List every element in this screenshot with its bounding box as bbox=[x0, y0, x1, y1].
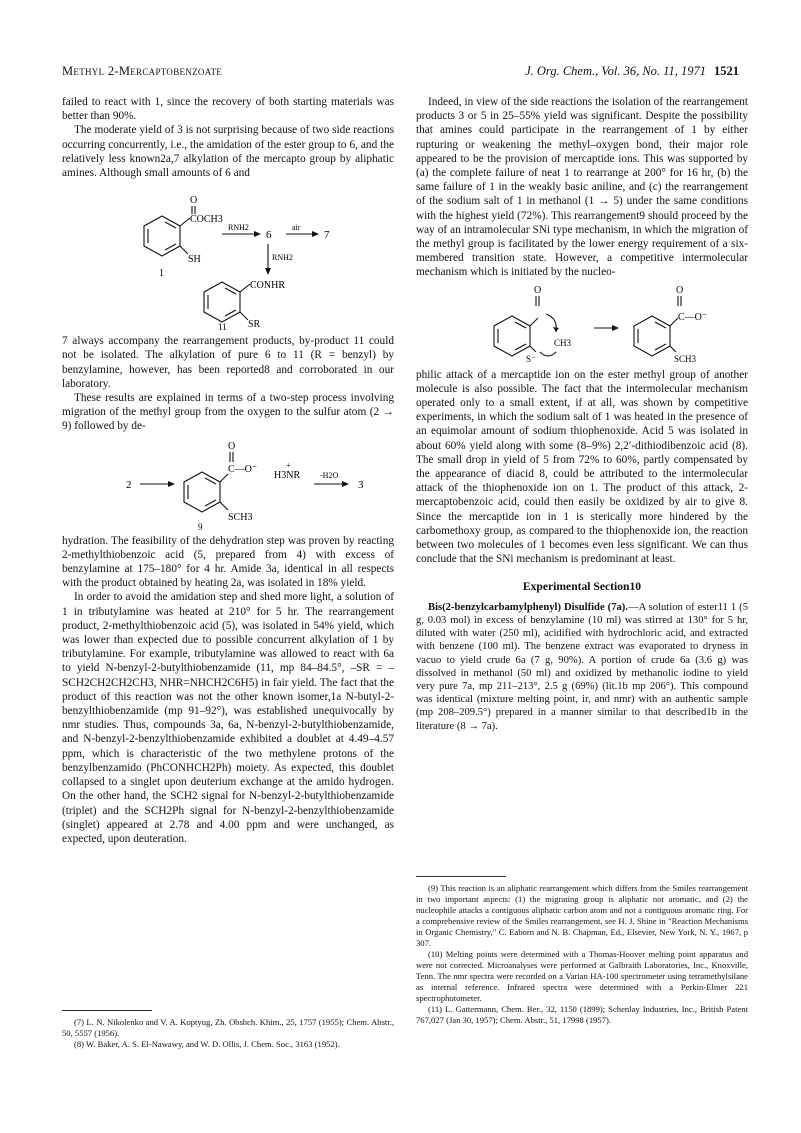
scheme-1-compound-7: 7 bbox=[324, 229, 330, 242]
scheme-2-plus: + bbox=[286, 460, 291, 470]
scheme-2-sch3: SCH3 bbox=[228, 511, 253, 523]
right-footnotes bbox=[416, 866, 748, 1026]
scheme-1-label-11: 11 bbox=[218, 322, 227, 331]
footnote-10: (10) Melting points were determined with a Thomas-Hoover melting point apparatus and were not corrected. Microanalyses were performed at Galbraith Laboratories, Inc., Knoxville, Tenn. The nmr spectra were recorded on a Varian HA-100 spectrometer using tetramethylsilane as internal reference. Infrared spectra were determined with a Perkin-Elmer 221 spectrophotometer. bbox=[416, 949, 748, 1003]
scheme-1-air: air bbox=[292, 223, 301, 233]
reaction-scheme-1 bbox=[62, 184, 394, 330]
journal-citation bbox=[525, 64, 739, 79]
reaction-scheme-2 bbox=[62, 438, 394, 530]
reaction-scheme-3 bbox=[416, 284, 748, 364]
paragraph: In order to avoid the amidation step and shed more light, a solution of 1 in tributylamine was heated at 210° for 5 hr. The rearrangement product, 2-methylthiobenzoic acid (5), was isolated in 54% yield, which was lower than expected due to possible concurrent alkylation of 1 by tributylamine. For example, tributylamine was allowed to react with 6a to yield N-benzyl-2-butylthiobenzamide (11, mp 84–84.5°, –SR = –SCH2CH2CH2CH3, NHR=NHCH2C6H5) in fair yield. The fact that the product of this reaction was not the other known isomer,1a N-butyl-2-benzylthiobenzamide (mp 91–92°), was established unequivocally by nmr studies. Thus, compounds 3a, 6a, N-benzyl-2-butylthiobenzamide, and N-benzyl-2-benzylthiobenzamide exhibited a doublet at 4.49–4.57 ppm, which is characteristic of the two methylene protons of the benzylbenzamido (PhCONHCH2Ph) moiety. As expected, this doublet collapsed to a singlet upon deuterium exchange at the amido hydrogen. On the other hand, the SCH2 signal for N-benzyl-2-butylthiobenzamide (triplet) and the SCH2Ph signal for N-benzyl-2-benzylthiobenzamide (singlet) appeared at 2.78 and 4.00 ppm and were unchanged, as expected, upon deuteration. bbox=[62, 591, 394, 845]
scheme-1-label-1: 1 bbox=[159, 268, 164, 280]
footnote-11: (11) L. Gattermann, Chem. Ber., 32, 1150 (1899); Schenlay Industries, Inc., British Patent 767,027 (Jan 30, 1957); Chem. Abstr., 51, 17998 (1957). bbox=[416, 1004, 748, 1025]
scheme-2-drawing bbox=[62, 438, 394, 530]
scheme-1-cooch3: COCH3 bbox=[190, 214, 223, 226]
paragraph: These results are explained in terms of a two-step process involving migration of the methyl group from the oxygen to the sulfur atom (2 → 9) followed by de- bbox=[62, 392, 394, 433]
scheme-1-compound-6: 6 bbox=[266, 229, 272, 242]
footnote-rule bbox=[416, 876, 506, 877]
left-footnotes bbox=[62, 1000, 394, 1050]
scheme-1-sr: SR bbox=[248, 319, 261, 331]
scheme-2-ammonium: H3NR bbox=[274, 469, 301, 481]
scheme-2-carboxylate: C—O⁻ bbox=[228, 463, 258, 475]
experimental-paragraph bbox=[416, 601, 748, 733]
scheme-2-oxygen: O bbox=[228, 440, 236, 452]
paragraph: failed to react with 1, since the recovery of both starting materials was better than 90%. bbox=[62, 96, 394, 123]
scheme-2-compound-2: 2 bbox=[126, 478, 132, 491]
scheme-1-rnh2-down: RNH2 bbox=[272, 253, 293, 263]
scheme-2-label-9: 9 bbox=[198, 521, 203, 530]
left-column bbox=[62, 95, 394, 846]
running-title: Methyl 2-Mercaptobenzoate bbox=[62, 64, 223, 78]
scheme-1-drawing bbox=[62, 184, 394, 330]
paragraph: Indeed, in view of the side reactions the isolation of the rearrangement products 3 or 5 in 25–55% yield was significant. Despite the possibility that amines could participate in the rearrangement of 1 by either rupturing or weakening the methyl–oxygen bond, their major role appeared to be the provision of mercaptide ions. This was supported by (a) the complete failure of neat 1 to rearrange at 200° for 16 hr, (b) the same failure of 1 in the weakly basic aniline, and (c) the rearrangement of the sodium salt of 1 in methanol (1 → 5) under the same conditions with the highest yield (72%). This rearrangement9 should proceed by the way of an intramolecular SNi type mechanism, in which the migration of the methyl group is facilitated by the lower energy requirement of a six-membered transition state. However, a competitive intermolecular mechanism which is initiated by the nucleo- bbox=[416, 96, 748, 279]
footnote-7: (7) L. N. Nikolenko and V. A. Koptyug, Zh. Obshch. Khim., 25, 1757 (1955); Chem. Abstr., 50, 5557 (1956). bbox=[62, 1017, 394, 1038]
journal-name: J. Org. Chem., Vol. 36, No. 11, 1971 bbox=[525, 64, 706, 78]
scheme-3-sch3: SCH3 bbox=[674, 353, 697, 364]
scheme-2-minus-h2o: -H2O bbox=[320, 470, 339, 480]
paragraph: 7 always accompany the rearrangement products, by-product 11 could not be isolated. The alkylation of pure 6 to 11 (R = benzyl) by benzylamine, however, has been reported8 and corroborated in our laboratory. bbox=[62, 335, 394, 390]
paragraph: hydration. The feasibility of the dehydration step was proven by reacting 2-methylthiobenzoic acid (5, prepared from 4) with excess of benzylamine at 175–180° for 4 hr. Amide 3a, identical in all respects with the product obtained by heating 2a, was isolated in 18% yield. bbox=[62, 534, 394, 590]
footnote-8: (8) W. Baker, A. S. El-Nawawy, and W. D. Ollis, J. Chem. Soc., 3163 (1952). bbox=[74, 1039, 340, 1049]
scheme-3-drawing bbox=[416, 284, 748, 364]
scheme-3-ch3: CH3 bbox=[554, 337, 572, 348]
right-column bbox=[416, 95, 748, 733]
experimental-section-heading: Experimental Section10 bbox=[522, 580, 642, 594]
experimental-compound-title: Bis(2-benzylcarbamylphenyl) Disulfide (7a). bbox=[428, 601, 628, 613]
scheme-2-compound-3: 3 bbox=[358, 478, 364, 491]
scheme-3-oxygen-2: O bbox=[676, 284, 684, 296]
scheme-1-conhr: CONHR bbox=[250, 280, 286, 292]
experimental-text: —A solution of ester11 1 (5 g, 0.03 mol) in excess of benzylamine (10 ml) was stirred at 130° for 5 hr, diluted with water (250 ml), acidified with hydrochloric acid, and extracted with benzene (100 ml). The benzene extract was evaporated to dryness in vacuo to yield crude 6a (7 g, 90%). A portion of crude 6a (3.6 g) was dissolved in methanol (50 ml) and oxidized by methanolic iodine to yield very pure 7a, mp 211–213°, 2.5 g (69%) (lit.1b mp 206°). This compound was identical (mixture melting point, ir, and nmr) with an authentic sample (mp 208–209.5°) prepared in a manner similar to that described1b in the literature (8 → 7a). bbox=[416, 601, 748, 732]
scheme-1-rnh2: RNH2 bbox=[228, 223, 249, 233]
scheme-1-sh: SH bbox=[188, 254, 201, 266]
scheme-1-oxygen: O bbox=[190, 195, 198, 207]
footnote-rule bbox=[62, 1010, 152, 1011]
scheme-3-carboxylate: C—O⁻ bbox=[678, 311, 708, 323]
running-header bbox=[62, 64, 739, 82]
paragraph: philic attack of a mercaptide ion on the ester methyl group of another molecule is also possible. The fact that the intermolecular mechanism operated only to a small extent, if at all, was shown by competitive experiments, in which the sodium salt of 1 was heated in the presence of an equimolar amount of sodium thiophenoxide. Acid 5 was isolated in about 60% yield along with some (8–9%) 2,2′-dithiodibenzoic acid (8). The small drop in yield of 5 from 72% to 60%, partly compensated by the appearance of diacid 8, could be attributed to the intermolecular attack of the thiophenoxide ion on 1. The product of this attack, 2-mercaptobenzoic acid, could then easily be oxidized by air to give 8. Since the mercaptide ion in 1 is sterically more hindered by the carbomethoxy group, as compared to the thiophenoxide ion, the reaction between two molecules of 1 becomes even less significant. We can thus conclude that the SNi mechanism is predominant at least. bbox=[416, 368, 748, 566]
scheme-3-oxygen-1: O bbox=[534, 284, 542, 296]
scheme-3-thiolate: S⁻ bbox=[526, 353, 536, 364]
page-number: 1521 bbox=[714, 64, 739, 78]
paragraph: The moderate yield of 3 is not surprising because of two side reactions occurring concurrently, i.e., the amidation of the ester group to 6, and the relatively less known2a,7 alkylation of the mercapto group by aliphatic amines. Although small amounts of 6 and bbox=[62, 124, 394, 180]
footnote-9: (9) This reaction is an aliphatic rearrangement which differs from the Smiles rearrangement in two important aspects: (1) the migrating group is aliphatic not aromatic, and (2) the nucleophile attacks a contiguous aliphatic carbon atom and not a contiguous aromatic ring. For a comprehensive review of the Smiles rearrangement, see H. J. Shine in "Reaction Mechanisms in Organic Chemistry," C. Eaborn and N. B. Chapman, Ed., Elsevier, New York, N. Y., 1967, p 307. bbox=[416, 883, 748, 948]
